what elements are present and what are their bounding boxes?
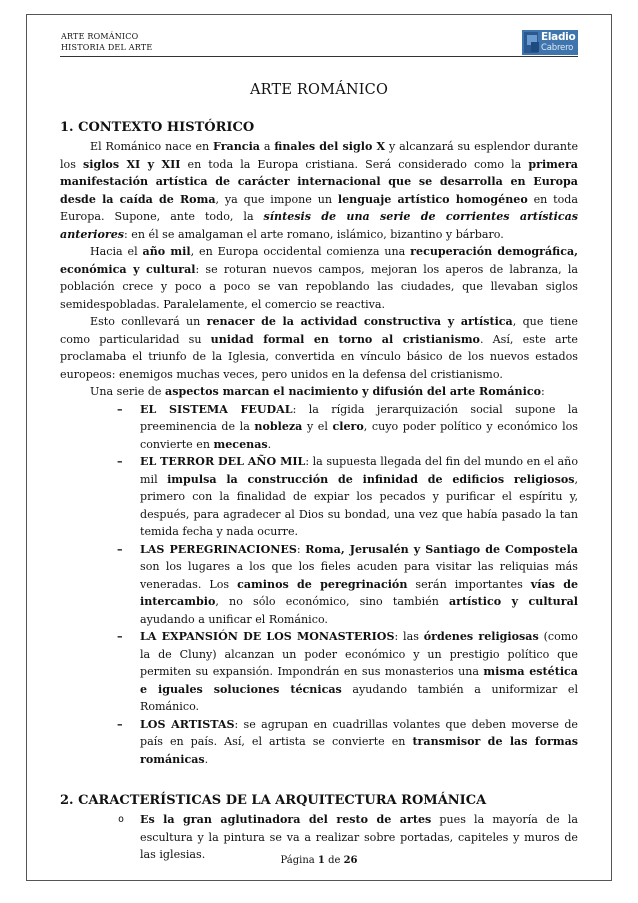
text-run: finales del siglo X	[274, 140, 386, 153]
text-run: :	[296, 542, 306, 556]
text-run: misma estética e iguales soluciones técnicas	[140, 665, 578, 696]
aspect-artists	[140, 716, 578, 769]
text-run: LOS ARTISTAS	[140, 717, 235, 731]
aspect-pilgrimages	[140, 541, 578, 629]
text-run: Roma, Jerusalén y Santiago de Compostela	[305, 542, 578, 556]
text-run: a	[259, 140, 275, 153]
text-run: unidad formal en torno al cristianismo	[210, 332, 480, 346]
text-run: .	[204, 752, 209, 766]
text-run: (como la de Cluny) alcanzan un poder económico y un prestigio político que permiten su expansión. Impondrán en sus monasterios una	[140, 630, 578, 678]
footer-of: de	[324, 855, 344, 866]
text-run: caminos de peregrinación	[237, 577, 408, 591]
header-rule	[60, 56, 578, 57]
text-run: , ya que impone un	[215, 192, 338, 206]
document-body	[60, 118, 578, 864]
section-spacer	[60, 768, 578, 791]
text-run: EL SISTEMA FEUDAL	[140, 402, 293, 416]
text-run: renacer de la actividad constructiva y artística	[206, 315, 513, 328]
header-subject: ARTE ROMÁNICO	[61, 32, 139, 41]
text-run: LA EXPANSIÓN DE LOS MONASTERIOS	[140, 630, 395, 643]
text-run: transmisor de las formas románicas	[140, 735, 579, 766]
paragraph-renewal	[60, 313, 578, 383]
text-run: : la supuesta llegada del fin del mundo en el año mil	[140, 455, 579, 486]
text-run: nobleza	[254, 420, 303, 433]
logo-text-top: Eladio	[541, 31, 576, 43]
text-run: Es la gran aglutinadora del resto de artes	[140, 813, 432, 826]
aspects-list	[60, 401, 578, 769]
aspect-year-1000	[140, 453, 578, 541]
page-footer	[60, 855, 578, 866]
text-run: .	[267, 437, 272, 451]
text-run: EL TERROR DEL AÑO MIL	[140, 455, 306, 468]
text-run: son los lugares a los que los fieles acuden para visitar las reliquias más veneradas. Los	[140, 560, 578, 591]
text-run: , que tiene como particularidad su	[60, 315, 578, 346]
text-run: : se agrupan en cuadrillas volantes que deben moverse de país en país. Así, el artista se convierte en	[140, 717, 578, 748]
text-run: pues la mayoría de la escultura y la pintura se va a realizar sobre portadas, capiteles y muros de las iglesias.	[140, 813, 578, 861]
text-run: : las	[394, 630, 424, 643]
text-run: año mil	[142, 245, 191, 258]
section-heading-arquitectura: 2. CARACTERÍSTICAS DE LA ARQUITECTURA ROMÁNICA	[60, 793, 487, 808]
text-run: , cuyo poder político y económico los convierte en	[140, 420, 578, 451]
text-run: Esto conllevará un	[90, 315, 207, 328]
text-run: recuperación demográfica, económica y cultural	[60, 245, 579, 276]
author-logo	[522, 30, 578, 55]
text-run: :	[540, 385, 545, 398]
text-run: ayudando a unificar el Románico.	[140, 612, 328, 626]
text-run: . Así, este arte proclamaba el triunfo de la Iglesia, convertida en vínculo básico de los nuevos estados europeos: enemigos muchas veces, pero unidos en la defensa del cristianismo.	[60, 332, 578, 381]
text-run: : se roturan nuevos campos, mejoran los aperos de labranza, la población crece y poco a poco se van repoblando las ciudades, que llevaban siglos semidespobladas. Paralelamente, el comercio se reactiva.	[60, 262, 579, 311]
text-run: : en él se amalgaman el arte romano, islámico, bizantino y bárbaro.	[124, 227, 504, 241]
text-run: órdenes religiosas	[423, 630, 539, 643]
text-run: Francia	[213, 140, 260, 153]
text-run: aspectos marcan el nacimiento y difusión del arte Románico	[165, 385, 541, 398]
text-run: primera manifestación artística de carácter internacional que se desarrolla en Europa desde la caída de Roma	[60, 157, 578, 206]
logo-text-bottom: Cabrero	[541, 43, 574, 53]
text-run: ayudando también a uniformizar el Románico.	[140, 682, 578, 713]
text-run: , primero con la finalidad de expiar los pecados y purificar el espíritu y, después, para agradecer al Dios su bondad, una vez que había pasado la tan temida fecha y nada ocurre.	[140, 472, 578, 538]
text-run: LAS PEREGRINACIONES	[140, 542, 297, 556]
paragraph-year-1000	[60, 243, 578, 313]
text-run: , en Europa occidental comienza una	[190, 245, 411, 258]
text-run: , no sólo económico, sino también	[215, 595, 449, 608]
running-header	[61, 31, 152, 53]
paragraph-aspects-intro	[60, 383, 578, 401]
header-course: HISTORIA DEL ARTE	[61, 43, 153, 52]
text-run: y alcanzará su esplendor durante los	[60, 140, 579, 171]
text-run: lenguaje artístico homogéneo	[337, 192, 528, 206]
aspect-monasteries	[140, 628, 578, 716]
text-run: artístico y cultural	[448, 595, 578, 608]
text-run: serán importantes	[407, 577, 531, 591]
logo-block-dark	[531, 42, 539, 52]
aspect-feudal	[140, 401, 578, 454]
text-run: Hacia el	[90, 245, 143, 258]
text-run: : la rígida jerarquización social supone la preeminencia de la	[140, 402, 579, 433]
text-run: síntesis de una serie de corrientes artísticas anteriores	[60, 210, 579, 241]
section-heading-contexto: 1. CONTEXTO HISTÓRICO	[60, 120, 255, 135]
footer-prefix: Página	[280, 855, 318, 866]
page-title: ARTE ROMÁNICO	[249, 82, 389, 98]
text-run: vías de intercambio	[140, 577, 579, 608]
text-run: en toda la Europa cristiana. Será considerado como la	[180, 157, 529, 171]
paragraph-origin	[60, 138, 578, 243]
text-run: Una serie de	[90, 385, 166, 398]
footer-total-pages: 26	[343, 855, 358, 866]
text-run: en toda Europa. Supone, ante todo, la	[60, 192, 578, 223]
footer-page-number: 1	[317, 855, 325, 866]
text-run: El Románico nace en	[90, 140, 214, 153]
text-run: y el	[302, 420, 333, 433]
text-run: clero	[332, 420, 364, 433]
text-run: mecenas	[213, 437, 268, 451]
text-run: siglos XI y XII	[82, 157, 181, 171]
text-run: impulsa la construcción de infinidad de edificios religiosos	[167, 472, 575, 486]
